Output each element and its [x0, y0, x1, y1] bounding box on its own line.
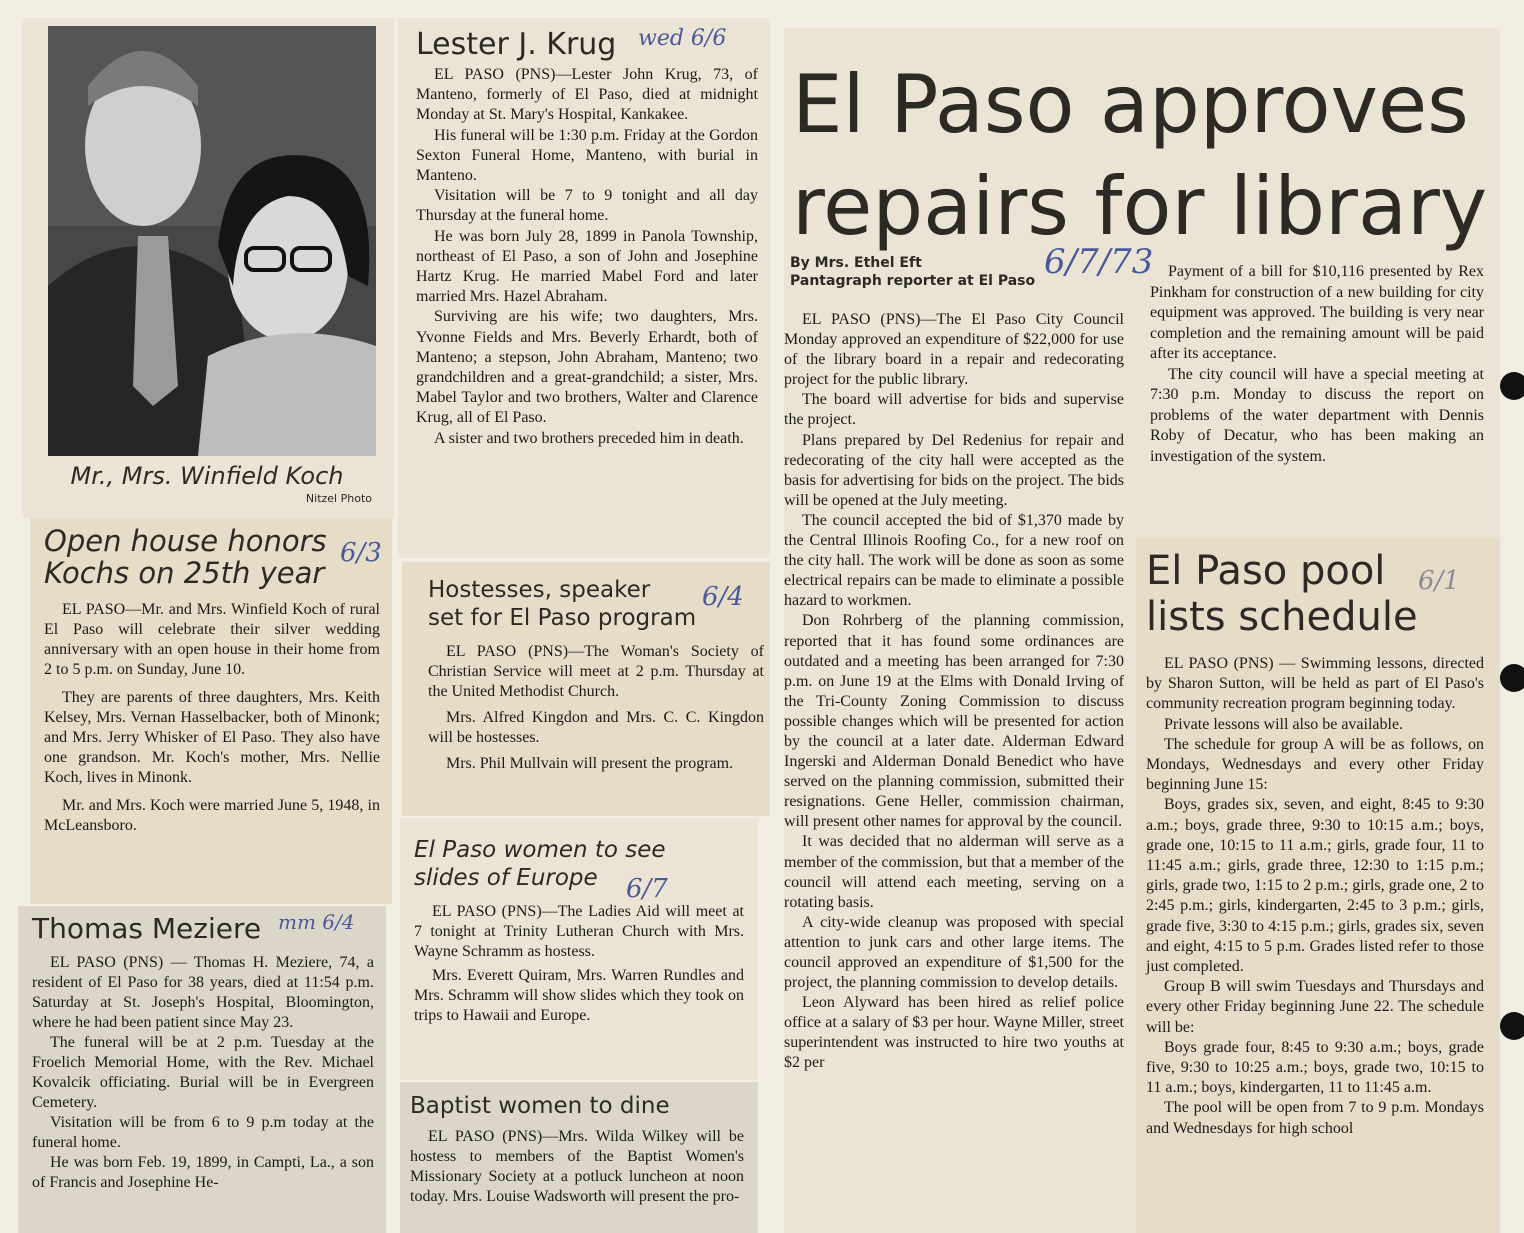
paragraph: EL PASO (PNS) — Swimming lessons, directed by Sharon Sutton, will be held as part of El Paso's community recreation program beginning today. [1146, 655, 1484, 713]
pool-body [1146, 654, 1484, 1139]
paragraph: The funeral will be at 2 p.m. Tuesday at the Froelich Memorial Home, with the Rev. Michael Kovalcik officiating. Burial will be in Evergreen Cemetery. [32, 1033, 374, 1111]
europe-headline [414, 836, 744, 892]
krug-body [416, 65, 758, 449]
headline-line-1: El Paso approves [792, 58, 1469, 151]
library-column-2 [1150, 262, 1484, 467]
handwritten-date: wed 6/6 [638, 26, 727, 51]
library-headline [792, 54, 1487, 258]
paragraph: He was born Feb. 19, 1899, in Campti, La., a son of Francis and Josephine He- [32, 1153, 374, 1191]
krug-headline: Lester J. Krug [416, 27, 617, 62]
paragraph: Boys grade four, 8:45 to 9:30 a.m.; boys, grade five, 9:30 to 10:25 a.m.; boys, grade two, 10:15 to 11 a.m.; boys, kindergarten, 11 to 11:45 a.m. [1146, 1038, 1484, 1097]
paragraph: EL PASO (PNS)—Lester John Krug, 73, of Manteno, formerly of El Paso, died at midnight Monday at St. Mary's Hospital, Kankakee. [416, 66, 758, 124]
paragraph: Mr. and Mrs. Koch were married June 5, 1948, in McLeansboro. [44, 796, 380, 834]
paragraph: EL PASO (PNS)—Mrs. Wilda Wilkey will be hostess to members of the Baptist Women's Missionary Society at a potluck luncheon at noon today. Mrs. Louise Wadsworth will present the pro- [410, 1128, 744, 1206]
headline-line-1: El Paso pool [1146, 548, 1386, 594]
paragraph: The schedule for group A will be as follows, on Mondays, Wednesdays and every other Friday beginning June 15: [1146, 735, 1484, 794]
headline-line-2: repairs for library [792, 160, 1488, 253]
paragraph: Surviving are his wife; two daughters, Mrs. Yvonne Fields and Mrs. Beverly Erhardt, both of Manteno; a stepson, John Abraham, Manteno; two grandchildren and a great-grandchild; a sister, Mrs. Mabel Taylor and two brothers, Walter and Clarence Krug, all of El Paso. [416, 308, 758, 427]
handwritten-date: mm 6/4 [278, 910, 355, 934]
hostesses-article [402, 562, 770, 816]
paragraph: Payment of a bill for $10,116 presented by Rex Pinkham for construction of a new building for city equipment was approved. The building is very near completion and the remaining amount will be paid after its acceptance. [1150, 263, 1484, 362]
open-house-article [30, 518, 392, 904]
paragraph: The city council will have a special meeting at 7:30 p.m. Monday to discuss the report on problems of the water department with Dennis Roby of Decatur, who has been making an investigation of the system. [1150, 365, 1484, 465]
meziere-obituary [18, 906, 386, 1233]
byline-author: By Mrs. Ethel Eft [790, 255, 922, 271]
open-house-body [44, 600, 380, 836]
paragraph: Don Rohrberg of the planning commission, reported that it has found some ordinances are outdated and a meeting has been arranged for 7:30 p.m. on June 19 at the Elms with Donald Irving of the Tri-County Zoning Commission to discuss possible changes which will be presented for action by the council at a later date. Alderman Edward Ingerski and Alderman Donald Benedict who have served on the planning commission, submitted their resignations. Gene Heller, commission chairman, will present other names for approval by the council. [784, 612, 1124, 831]
meziere-headline: Thomas Meziere [32, 912, 262, 945]
paragraph: EL PASO—Mr. and Mrs. Winfield Koch of rural El Paso will celebrate their silver wedding anniversary with an open house in their home from 2 to 5 p.m. on Sunday, June 10. [44, 600, 380, 678]
pool-article [1136, 538, 1500, 1233]
paragraph: Mrs. Alfred Kingdon and Mrs. C. C. Kingdon will be hostesses. [428, 709, 764, 746]
europe-article [400, 818, 758, 1080]
couple-photo [48, 26, 376, 456]
photo-credit: Nitzel Photo [305, 492, 372, 505]
binder-hole [1500, 1012, 1524, 1040]
paragraph: A sister and two brothers preceded him in death. [434, 429, 744, 447]
paragraph: The council accepted the bid of $1,370 made by the Central Illinois Roofing Co., for a new roof on the city hall. The work will be done as soon as some electrical repairs can be made to eliminate a possible hazard to workmen. [784, 511, 1124, 610]
photo-clipping [22, 18, 394, 518]
krug-obituary [398, 18, 770, 558]
binder-hole [1500, 372, 1524, 400]
headline-line-2: slides of Europe [414, 865, 598, 891]
paragraph: A city-wide cleanup was proposed with special attention to junk cars and other large items. The council approved an expenditure of $1,500 for the project, the planning commission to develop details. [784, 913, 1124, 992]
byline-title: Pantagraph reporter at El Paso [790, 273, 1036, 289]
baptist-headline: Baptist women to dine [410, 1093, 670, 1119]
headline-line-2: lists schedule [1146, 594, 1418, 640]
handwritten-date: 6/3 [340, 538, 382, 568]
baptist-body [410, 1127, 744, 1207]
paragraph: EL PASO (PNS)—The Ladies Aid will meet at 7 tonight at Trinity Lutheran Church with Mrs. Wayne Schramm as hostess. [414, 903, 744, 960]
baptist-article [400, 1082, 758, 1233]
handwritten-date: 6/7 [626, 874, 668, 904]
paragraph: Mrs. Everett Quiram, Mrs. Warren Rundles and Mrs. Schramm will show slides which they took on trips to Hawaii and Europe. [414, 967, 744, 1024]
meziere-body [32, 953, 374, 1193]
paragraph: Group B will swim Tuesdays and Thursdays and every other Friday beginning June 22. The schedule will be: [1146, 978, 1484, 1036]
paragraph: Visitation will be 7 to 9 tonight and all day Thursday at the funeral home. [416, 187, 758, 225]
paragraph: Leon Alyward has been hired as relief police office at a salary of $3 per hour. Wayne Miller, street superintendent was instructed to hire two youths at $2 per [784, 994, 1124, 1072]
paragraph: Private lessons will also be available. [1164, 715, 1404, 733]
paragraph: EL PASO (PNS)—The El Paso City Council Monday approved an expenditure of $22,000 for use of the library board in a repair and redecorating project for the public library. [784, 311, 1124, 389]
paragraph: Boys, grades six, seven, and eight, 8:45 to 9:30 a.m.; boys, grade three, 9:30 to 10:15 a.m.; boys, grade one, 10:15 to 11 a.m.; girls, grade four, 11 to 11:45 a.m.; girls, grade three, 12:30 to 1:15 p.m.; girls, grade two, 1:15 to 2 p.m.; girls, grade one, 2 to 2:45 p.m.; girls, kindergarten, 2:45 to 3 p.m.; girls, grade five, 3:30 to 4:15 p.m.; girls, grades six, seven and eight, 4:15 to 5 p.m. Grades listed refer to those just completed. [1146, 796, 1484, 976]
paragraph: EL PASO (PNS) — Thomas H. Meziere, 74, a resident of El Paso for 38 years, died at 11:54 p.m. Saturday at St. Joseph's Hospital, Bloomington, where he had been patient since May 23. [32, 953, 374, 1031]
paragraph: EL PASO (PNS)—The Woman's Society of Christian Service will meet at 2 p.m. Thursday at the United Methodist Church. [428, 643, 764, 700]
headline-line-1: Hostesses, speaker [428, 577, 651, 603]
paragraph: Plans prepared by Del Redenius for repair and redecorating of the city hall were accepted as the basis for advertising for bids on the project. The bids will be opened at the July meeting. [784, 431, 1124, 509]
handwritten-date: 6/1 [1418, 566, 1460, 596]
paragraph: It was decided that no alderman will serve as a member of the commission, but that a member of the council will attend each meeting, serving on a rotating basis. [784, 833, 1124, 911]
paragraph: They are parents of three daughters, Mrs. Keith Kelsey, Mrs. Vernan Hasselbacker, both of Minonk; and Mrs. Jerry Whisker of El Paso. They also have one grandson. Mr. Koch's mother, Mrs. Nellie Koch, lives in Minonk. [44, 688, 380, 786]
headline-line-2: set for El Paso program [428, 605, 697, 631]
europe-body [414, 902, 744, 1026]
handwritten-date: 6/7/73 [1044, 242, 1154, 282]
paragraph: The pool will be open from 7 to 9 p.m. Mondays and Wednesdays for high school [1146, 1099, 1484, 1137]
paragraph: Mrs. Phil Mullvain will present the program. [446, 755, 734, 772]
hostesses-body [428, 642, 764, 774]
paragraph: He was born July 28, 1899 in Panola Township, northeast of El Paso, a son of John and Josephine Hartz Krug. He married Mabel Ford and later married Mrs. Hazel Abraham. [416, 227, 758, 306]
paragraph: His funeral will be 1:30 p.m. Friday at the Gordon Sexton Funeral Home, Manteno, with burial in Manteno. [416, 126, 758, 185]
paragraph: Visitation will be from 6 to 9 p.m today at the funeral home. [32, 1113, 374, 1151]
binder-hole [1500, 664, 1524, 692]
headline-line-1: El Paso women to see [414, 837, 666, 863]
headline-line-2: Kochs on 25th year [44, 555, 325, 590]
open-house-headline [44, 526, 380, 590]
headline-line-1: Open house honors [44, 524, 327, 558]
paragraph: The board will advertise for bids and supervise the project. [784, 391, 1124, 429]
photo-caption: Mr., Mrs. Winfield Koch [70, 462, 344, 490]
library-column-1 [784, 310, 1124, 1074]
handwritten-date: 6/4 [702, 582, 744, 612]
